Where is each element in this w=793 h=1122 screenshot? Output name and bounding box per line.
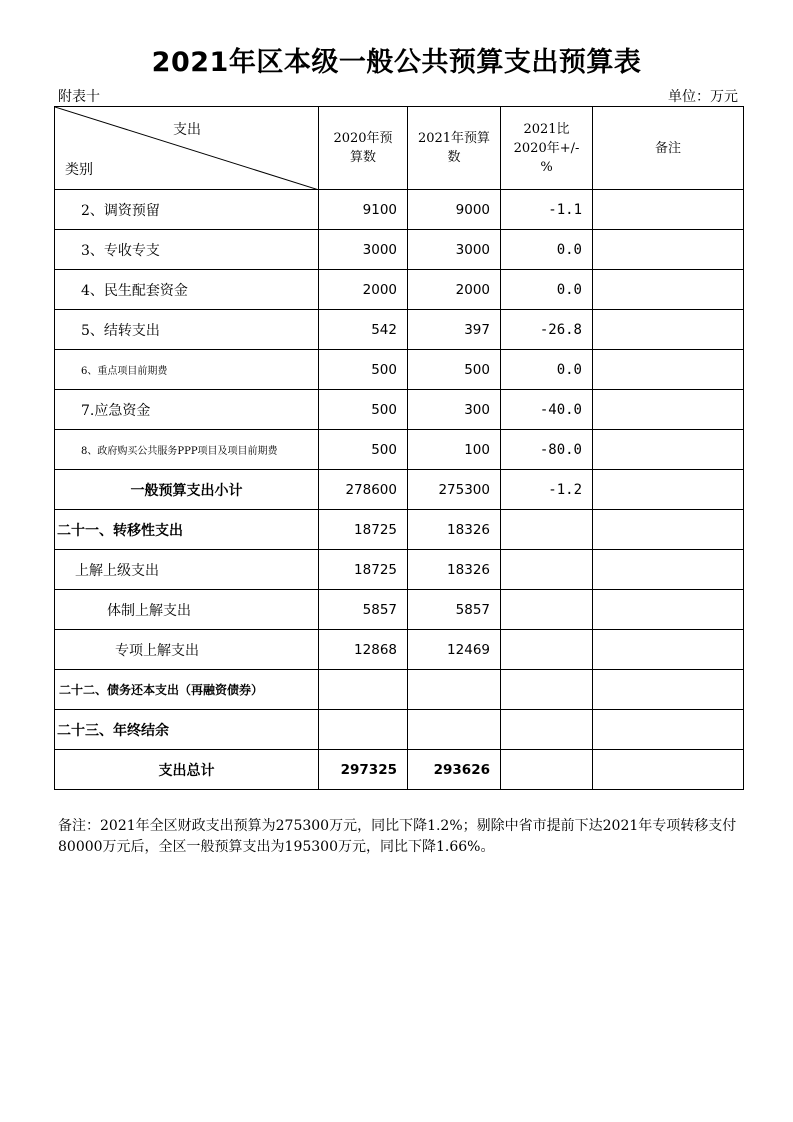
table-row (55, 510, 744, 550)
row-change: -80.0 (501, 430, 593, 470)
row-2021 (408, 670, 501, 710)
row-2021: 100 (408, 430, 501, 470)
row-change: -40.0 (501, 390, 593, 430)
row-2021: 5857 (408, 590, 501, 630)
appendix-label: 附表十 (58, 89, 100, 105)
row-label: 7.应急资金 (55, 390, 319, 430)
table-row (55, 190, 744, 230)
row-2021: 3000 (408, 230, 501, 270)
row-note (593, 710, 744, 750)
table-row-subtotal (55, 470, 744, 510)
row-2020: 297325 (319, 750, 408, 790)
row-2020: 18725 (319, 510, 408, 550)
table-row-total (55, 750, 744, 790)
row-change: -1.1 (501, 190, 593, 230)
row-note (593, 510, 744, 550)
row-change: 0.0 (501, 270, 593, 310)
row-label: 专项上解支出 (55, 630, 319, 670)
row-note (593, 630, 744, 670)
header-remarks: 备注 (593, 107, 744, 190)
table-row (55, 230, 744, 270)
row-2020: 12868 (319, 630, 408, 670)
header-change-pct: 2021比2020年+/-% (501, 107, 593, 190)
row-2021 (408, 710, 501, 750)
row-label: 一般预算支出小计 (55, 470, 319, 510)
table-row (55, 390, 744, 430)
row-note (593, 550, 744, 590)
row-note (593, 230, 744, 270)
row-2021: 275300 (408, 470, 501, 510)
row-2020 (319, 670, 408, 710)
table-row (55, 590, 744, 630)
row-2021: 2000 (408, 270, 501, 310)
table-header-row (55, 107, 744, 190)
row-2021: 9000 (408, 190, 501, 230)
page-title: 2021年区本级一般公共预算支出预算表 (151, 47, 642, 78)
row-2021: 18326 (408, 550, 501, 590)
header-diagonal-cell (55, 107, 319, 190)
row-2020: 3000 (319, 230, 408, 270)
table-row (55, 550, 744, 590)
row-2021: 12469 (408, 630, 501, 670)
row-change (501, 510, 593, 550)
table-row (55, 350, 744, 390)
row-note (593, 190, 744, 230)
row-2020: 5857 (319, 590, 408, 630)
row-2021: 397 (408, 310, 501, 350)
table-row (55, 630, 744, 670)
row-2020: 500 (319, 350, 408, 390)
row-label: 支出总计 (55, 750, 319, 790)
table-row (55, 270, 744, 310)
row-change: -1.2 (501, 470, 593, 510)
row-2020: 278600 (319, 470, 408, 510)
row-2020: 500 (319, 390, 408, 430)
row-note (593, 750, 744, 790)
row-label: 2、调资预留 (55, 190, 319, 230)
table-row (55, 710, 744, 750)
header-2020-budget: 2020年预算数 (319, 107, 408, 190)
row-change: 0.0 (501, 350, 593, 390)
row-2021: 293626 (408, 750, 501, 790)
header-expense-label: 支出 (173, 122, 201, 138)
row-change (501, 750, 593, 790)
row-change (501, 550, 593, 590)
row-2021: 300 (408, 390, 501, 430)
row-label: 上解上级支出 (55, 550, 319, 590)
table-row (55, 430, 744, 470)
budget-table (54, 106, 744, 790)
row-change (501, 630, 593, 670)
row-note (593, 350, 744, 390)
row-2020: 542 (319, 310, 408, 350)
diagonal-line (55, 107, 319, 190)
row-note (593, 670, 744, 710)
row-2020 (319, 710, 408, 750)
row-2021: 18326 (408, 510, 501, 550)
row-change: -26.8 (501, 310, 593, 350)
row-note (593, 470, 744, 510)
row-note (593, 270, 744, 310)
row-2020: 2000 (319, 270, 408, 310)
table-row (55, 670, 744, 710)
row-label: 4、民生配套资金 (55, 270, 319, 310)
row-label: 6、重点项目前期费 (55, 350, 319, 390)
row-note (593, 310, 744, 350)
row-change (501, 670, 593, 710)
row-label: 体制上解支出 (55, 590, 319, 630)
row-2020: 9100 (319, 190, 408, 230)
table-row (55, 310, 744, 350)
row-2021: 500 (408, 350, 501, 390)
unit-label: 单位：万元 (668, 89, 738, 105)
row-2020: 500 (319, 430, 408, 470)
footnote: 备注：2021年全区财政支出预算为275300万元，同比下降1.2%；剔除中省市提前下达2021年专项转移支付80000万元后，全区一般预算支出为195300万元，同比下降1.66%。 (58, 818, 737, 855)
row-change: 0.0 (501, 230, 593, 270)
row-change (501, 590, 593, 630)
row-note (593, 390, 744, 430)
row-2020: 18725 (319, 550, 408, 590)
header-2021-budget: 2021年预算数 (408, 107, 501, 190)
row-note (593, 590, 744, 630)
row-label: 二十一、转移性支出 (55, 510, 319, 550)
header-category-label: 类别 (65, 162, 93, 178)
row-note (593, 430, 744, 470)
row-label: 3、专收专支 (55, 230, 319, 270)
row-label: 5、结转支出 (55, 310, 319, 350)
row-change (501, 710, 593, 750)
row-label: 8、政府购买公共服务PPP项目及项目前期费 (55, 430, 319, 470)
row-label: 二十三、年终结余 (55, 710, 319, 750)
row-label: 二十二、债务还本支出（再融资债券） (55, 670, 319, 710)
